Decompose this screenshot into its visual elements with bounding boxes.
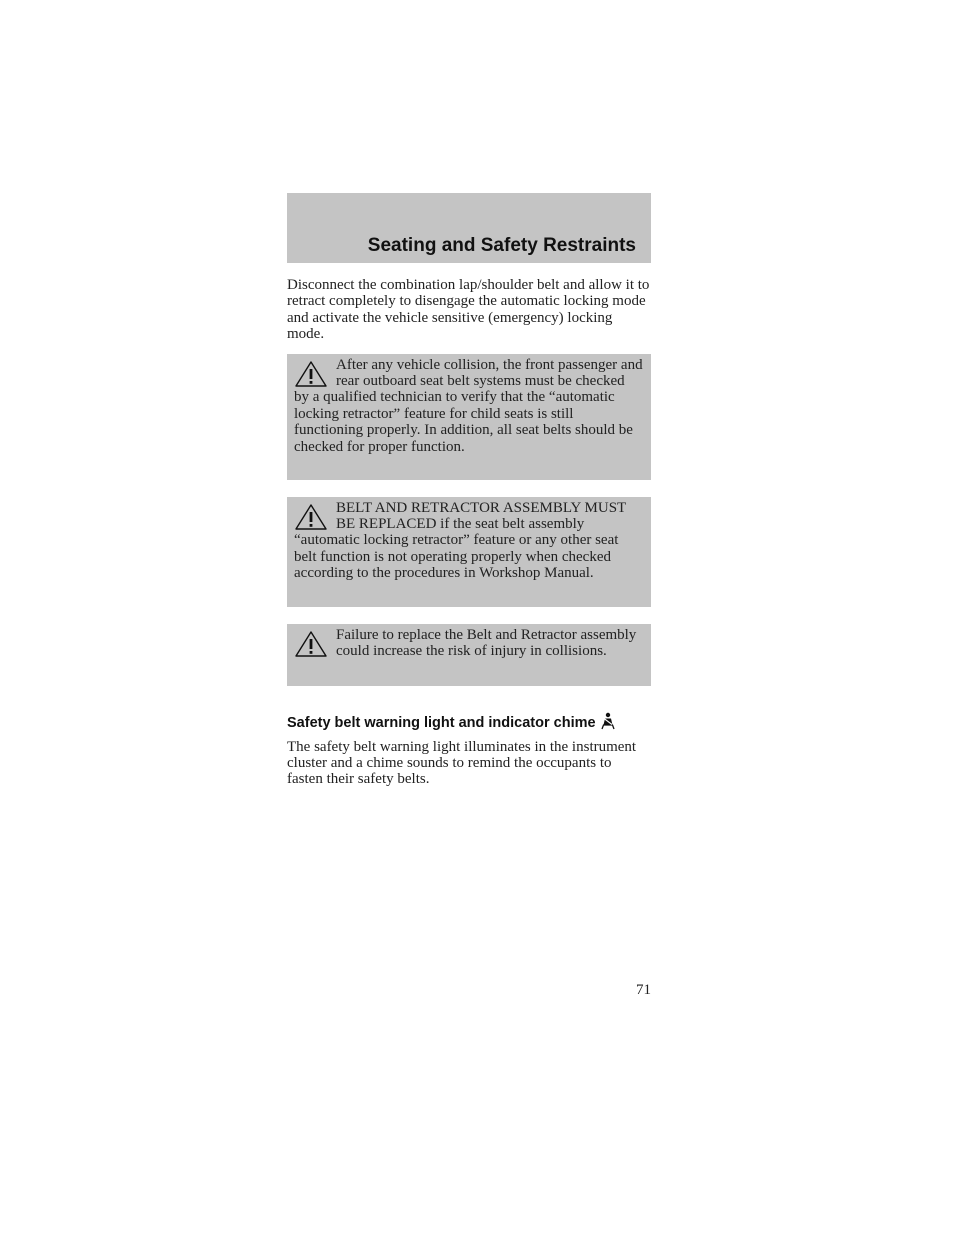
intro-paragraph: Disconnect the combination lap/shoulder belt and allow it to retract completely to disengage the automatic locking mode and activate the vehicle sensitive (emergency) locking mode. [287, 277, 650, 343]
warning-box-1 [287, 354, 651, 480]
warning-text-2: BELT AND RETRACTOR ASSEMBLY MUST BE REPLACED if the seat belt assembly “automatic locking retractor” feature or any other seat belt function is not operating properly when checked according to the procedures in Workshop Manual. [294, 499, 626, 582]
manual-page [287, 193, 651, 788]
page-number: 71 [636, 982, 651, 998]
section-header-band [287, 193, 651, 263]
warning-triangle-icon [294, 360, 328, 388]
warning-box-3 [287, 624, 651, 686]
seatbelt-icon [600, 712, 616, 730]
warning-box-2 [287, 497, 651, 607]
section-heading [287, 712, 651, 732]
warning-triangle-icon [294, 503, 328, 531]
page-title: Seating and Safety Restraints [367, 235, 636, 256]
section-heading-text: Safety belt warning light and indicator chime [287, 714, 596, 731]
warning-text-1: After any vehicle collision, the front passenger and rear outboard seat belt systems must be checked by a qualified technician to verify that the “automatic locking retractor” feature for child seats is still functioning properly. In addition, all seat belts should be checked for proper function. [294, 356, 643, 455]
warning-triangle-icon [294, 630, 328, 658]
section-paragraph: The safety belt warning light illuminates in the instrument cluster and a chime sounds to remind the occupants to fasten their safety belts. [287, 738, 637, 788]
warning-text-3: Failure to replace the Belt and Retractor assembly could increase the risk of injury in collisions. [336, 626, 637, 660]
